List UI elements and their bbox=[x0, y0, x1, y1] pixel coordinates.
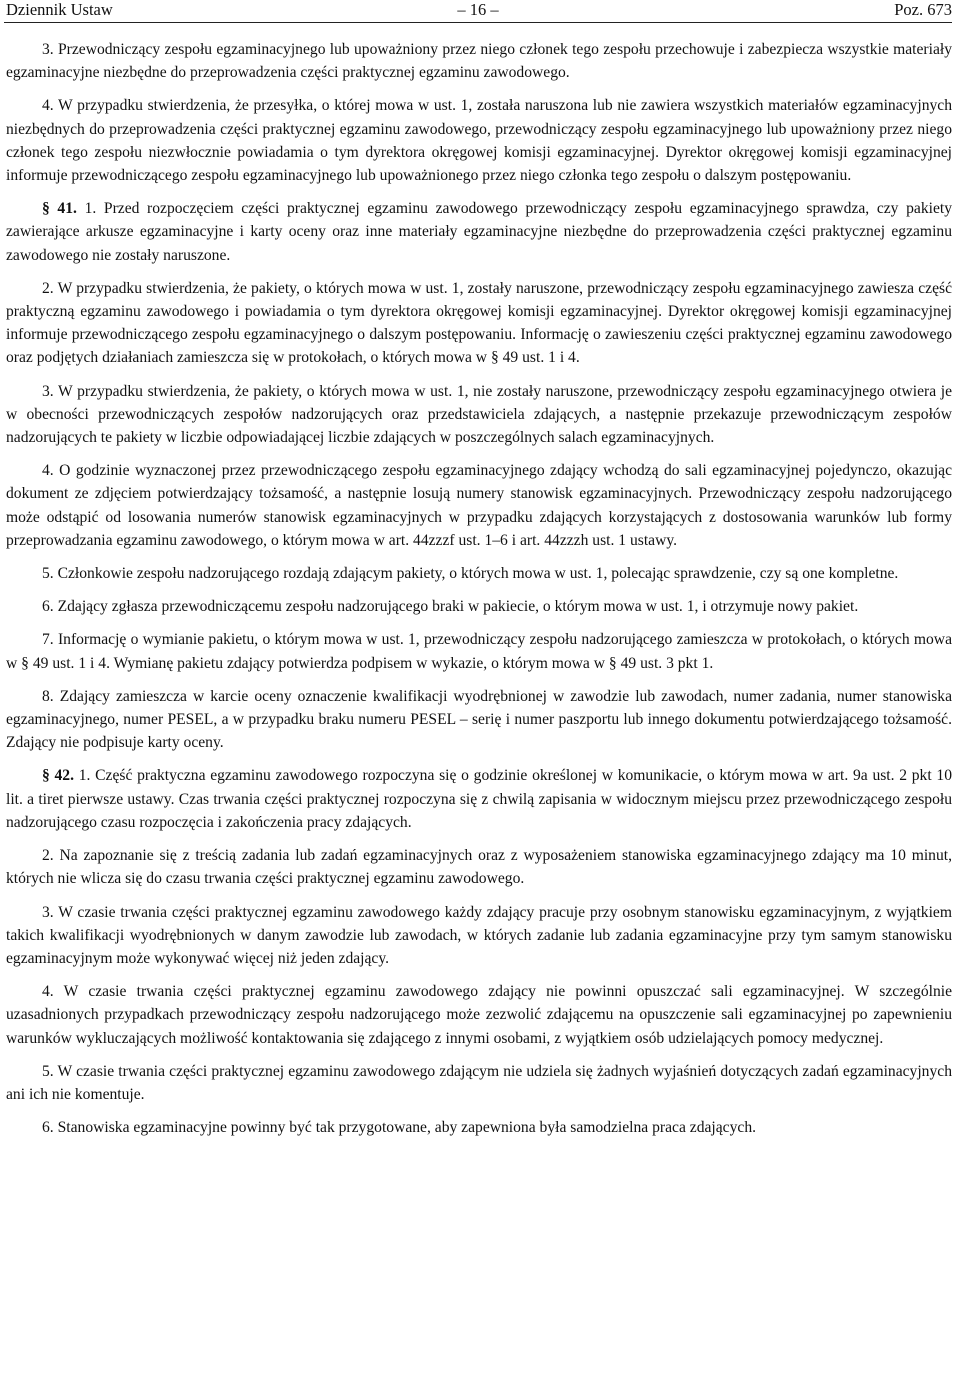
paragraph-text: 5. Członkowie zespołu nadzorującego rozdają zdającym pakiety, o których mowa w ust. 1, polecając sprawdzenie, czy są one kompletne. bbox=[42, 565, 899, 583]
paragraph-text: 6. Stanowiska egzaminacyjne powinny być tak przygotowane, aby zapewniona była samodzielna praca zdających. bbox=[42, 1119, 757, 1137]
page-number: – 16 – bbox=[457, 0, 499, 19]
paragraph bbox=[6, 685, 952, 755]
paragraph bbox=[6, 764, 952, 834]
paragraph bbox=[6, 844, 952, 890]
paragraph bbox=[6, 277, 952, 370]
paragraph-text: 5. W czasie trwania części praktycznej egzaminu zawodowego zdającym nie udziela się żadnych wyjaśnień dotyczących zadań egzaminacyjnych ani ich nie komentuje. bbox=[6, 1062, 952, 1103]
paragraph bbox=[6, 980, 952, 1050]
document-body bbox=[6, 38, 952, 1149]
paragraph bbox=[6, 380, 952, 450]
paragraph-text: 7. Informację o wymianie pakietu, o którym mowa w ust. 1, przewodniczący zespołu nadzorującego zamieszcza w protokołach, o których mowa w § 49 ust. 1 i 4. Wymianę pakietu zdający potwierdza podpisem w wykazie, o którym mowa w § 49 ust. 3 pkt 1. bbox=[6, 631, 952, 672]
item-number: Poz. 673 bbox=[894, 0, 952, 19]
paragraph bbox=[6, 901, 952, 971]
paragraph bbox=[6, 94, 952, 187]
paragraph-text: 4. W czasie trwania części praktycznej egzaminu zawodowego zdający nie powinni opuszczać sali egzaminacyjnej. W szczególnie uzasadnionych przypadkach przewodniczący zespołu nadzorującego może zezwolić zdającemu na opuszczenie sali egzaminacyjnej po zapewnieniu warunków wykluczających możliwość kontaktowania się zdającego z innymi osobami, z wyjątkiem osób udzielających pomocy medycznej. bbox=[6, 983, 952, 1047]
page-header bbox=[4, 0, 952, 22]
section-number: § 42. bbox=[42, 767, 75, 785]
paragraph bbox=[6, 197, 952, 267]
journal-title: Dziennik Ustaw bbox=[6, 0, 113, 19]
header-rule bbox=[4, 22, 952, 23]
paragraph-text: 3. W czasie trwania części praktycznej egzaminu zawodowego każdy zdający pracuje przy osobnym stanowisku egzaminacyjnym, z wyjątkiem takich kwalifikacji wyodrębnionych w danym zawodzie lub zawodach, w których zadanie lub zadania egzaminacyjne przy tym samym stanowisku egzaminacyjnym może wykonywać więcej niż jeden zdający. bbox=[6, 903, 952, 967]
paragraph-text: 8. Zdający zamieszcza w karcie oceny oznaczenie kwalifikacji wyodrębnionej w zawodzie lub zawodach, numer zadania, numer stanowiska egzaminacyjnego, numer PESEL, a w przypadku braku numeru PESEL – serię i numer paszportu lub innego dokumentu potwierdzającego tożsamość. Zdający nie podpisuje karty oceny. bbox=[6, 687, 952, 752]
paragraph bbox=[6, 595, 952, 618]
paragraph bbox=[6, 38, 952, 84]
paragraph-text: 3. Przewodniczący zespołu egzaminacyjnego lub upoważniony przez niego członek tego zespołu przechowuje i zabezpiecza wszystkie materiały egzaminacyjne niezbędne do przeprowadzenia części praktycznej egzaminu zawodowego. bbox=[6, 41, 952, 82]
paragraph-text: 1. Przed rozpoczęciem części praktycznej egzaminu zawodowego przewodniczący zespołu egzaminacyjnego sprawdza, czy pakiety zawierające arkusze egzaminacyjne i karty oceny oraz inne materiały egzaminacyjne niezbędne do przeprowadzenia części praktycznej egzaminu zawodowego nie zostały naruszone. bbox=[6, 200, 953, 264]
paragraph-text: 6. Zdający zgłasza przewodniczącemu zespołu nadzorującego braki w pakiecie, o którym mowa w ust. 1, i otrzymuje nowy pakiet. bbox=[42, 598, 859, 616]
paragraph-text: 3. W przypadku stwierdzenia, że pakiety, o których mowa w ust. 1, nie zostały naruszone, przewodniczący zespołu egzaminacyjnego otwiera je w obecności przewodniczących zespołów nadzorujących oraz przedstawiciela zdających, a następnie przekazuje przewodniczącym zespołów nadzorujących te pakiety w liczbie odpowiadającej liczbie zdających w poszczególnych salach egzaminacyjnych. bbox=[6, 382, 952, 447]
paragraph bbox=[6, 1060, 952, 1106]
paragraph-text: 2. Na zapoznanie się z treścią zadania lub zadań egzaminacyjnych oraz z wyposażeniem stanowiska egzaminacyjnego zdający ma 10 minut, których nie wlicza się do czasu trwania części praktycznej egzaminu zawodowego. bbox=[6, 847, 952, 888]
paragraph-text: 4. W przypadku stwierdzenia, że przesyłka, o której mowa w ust. 1, została naruszona lub nie zawiera wszystkich materiałów egzaminacyjnych niezbędnych do przeprowadzenia części praktycznej egzaminu zawodowego, przewodniczący zespołu egzaminacyjnego lub upoważniony przez niego członek tego zespołu niezwłocznie powiadamia o tym dyrektora okręgowej komisji egzaminacyjnej. Dyrektor okręgowej komisji egzaminacyjnej informuje przewodniczącego zespołu egzaminacyjnego lub upoważnionego przez niego członka tego zespołu o dalszym postępowaniu. bbox=[6, 97, 952, 185]
section-number: § 41. bbox=[42, 200, 77, 218]
paragraph-text: 1. Część praktyczna egzaminu zawodowego rozpoczyna się o godzinie określonej w komunikacie, o którym mowa w art. 9a ust. 2 pkt 10 lit. a tiret pierwsze ustawy. Czas trwania części praktycznej rozpoczyna się z chwilą zapisania w widocznym miejscu przez przewodniczącego zespołu nadzorującego czasu rozpoczęcia i zakończenia pracy zdających. bbox=[6, 767, 952, 831]
paragraph bbox=[6, 459, 952, 552]
paragraph-text: 2. W przypadku stwierdzenia, że pakiety, o których mowa w ust. 1, zostały naruszone, przewodniczący zespołu egzaminacyjnego zawiesza część praktyczną egzaminu zawodowego i powiadamia o tym dyrektora okręgowej komisji egzaminacyjnej. Dyrektor okręgowej komisji egzaminacyjnej informuje przewodniczącego zespołu egzaminacyjnego o dalszym postępowaniu. Informację o zawieszeniu części praktycznej egzaminu zawodowego oraz podjętych działaniach zamieszcza się w protokołach, o których mowa w § 49 ust. 1 i 4. bbox=[6, 279, 952, 367]
paragraph-text: 4. O godzinie wyznaczonej przez przewodniczącego zespołu egzaminacyjnego zdający wchodzą do sali egzaminacyjnej pojedynczo, okazując dokument ze zdjęciem potwierdzający tożsamość, a następnie losują numery stanowisk egzaminacyjnych. Przewodniczący zespołu nadzorującego może odstąpić od losowania numerów stanowisk egzaminacyjnych w przypadku zdających korzystających z dostosowania warunków lub formy przeprowadzania egzaminu zawodowego, o którym mowa w art. 44zzzf ust. 1–6 i art. 44zzzh ust. 1 ustawy. bbox=[6, 462, 952, 549]
paragraph bbox=[6, 1116, 952, 1139]
paragraph bbox=[6, 628, 952, 674]
paragraph bbox=[6, 562, 952, 585]
